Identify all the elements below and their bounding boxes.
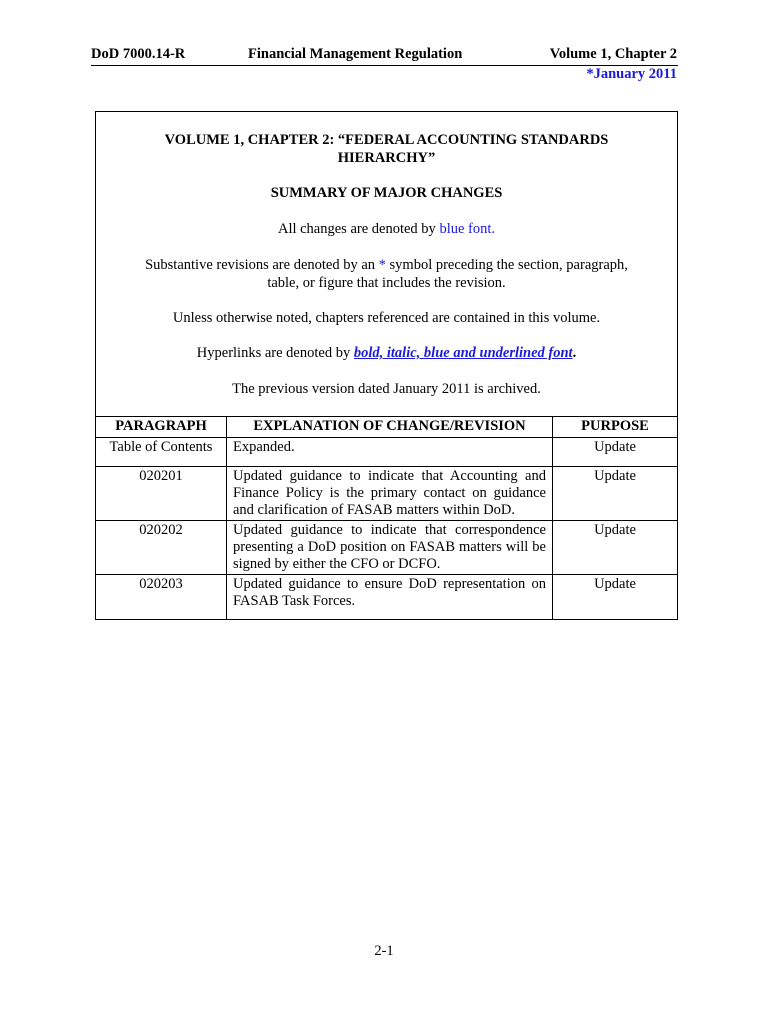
table-header-row [96, 417, 678, 438]
header-title: Financial Management Regulation [248, 46, 463, 62]
changes-note-prefix: All changes are denoted by [277, 221, 440, 237]
row-purpose: Update [553, 438, 678, 467]
header-date-marker: * [586, 66, 594, 82]
changes-table [95, 416, 678, 620]
header-date [586, 66, 677, 83]
substantive-note [96, 256, 677, 292]
chapter-title [96, 131, 677, 167]
hyperlink-suffix: . [572, 345, 577, 361]
row-paragraph: Table of Contents [96, 438, 227, 467]
row-purpose: Update [553, 575, 678, 620]
substantive-symbol: * [378, 257, 386, 273]
col-header-explanation: EXPLANATION OF CHANGE/REVISION [227, 417, 553, 438]
hyperlink-note [96, 344, 677, 362]
header-date-text: January 2011 [593, 66, 677, 82]
substantive-prefix: Substantive revisions are denoted by an [145, 257, 379, 273]
hyperlink-styled-text: bold, italic, blue and underlined font [353, 345, 573, 361]
row-purpose: Update [553, 467, 678, 521]
page-number: 2-1 [374, 943, 394, 959]
row-explanation: Updated guidance to indicate that correspondence presenting a DoD position on FASAB matters will be signed by either the CFO or DCFO. [227, 521, 553, 575]
header-doc-id: DoD 7000.14-R [91, 46, 186, 62]
table-row [96, 438, 678, 467]
table-row [96, 575, 678, 620]
substantive-suffix: symbol preceding the section, paragraph, [385, 257, 628, 273]
row-paragraph: 020203 [96, 575, 227, 620]
row-explanation: Expanded. [227, 438, 553, 467]
col-header-paragraph: PARAGRAPH [96, 417, 227, 438]
header-volume: Volume 1, Chapter 2 [549, 46, 677, 62]
row-paragraph: 020202 [96, 521, 227, 575]
hyperlink-prefix: Hyperlinks are denoted by [196, 345, 354, 361]
substantive-line2: table, or figure that includes the revision. [267, 275, 506, 291]
changes-note [96, 220, 677, 238]
row-explanation: Updated guidance to ensure DoD representation on FASAB Task Forces. [227, 575, 553, 620]
table-row [96, 521, 678, 575]
archive-note: The previous version dated January 2011 is archived. [232, 381, 541, 397]
row-purpose: Update [553, 521, 678, 575]
chapter-title-line2: HIERARCHY” [337, 150, 436, 166]
row-explanation: Updated guidance to indicate that Accounting and Finance Policy is the primary contact on guidance and clarification of FASAB matters within DoD. [227, 467, 553, 521]
col-header-purpose: PURPOSE [553, 417, 678, 438]
row-paragraph: 020201 [96, 467, 227, 521]
reference-note: Unless otherwise noted, chapters referenced are contained in this volume. [172, 310, 601, 326]
summary-heading: SUMMARY OF MAJOR CHANGES [270, 185, 503, 201]
summary-box [95, 111, 678, 417]
table-row [96, 467, 678, 521]
chapter-title-line1: VOLUME 1, CHAPTER 2: “FEDERAL ACCOUNTING STANDARDS [164, 132, 609, 148]
changes-note-blue: blue font. [439, 221, 496, 237]
